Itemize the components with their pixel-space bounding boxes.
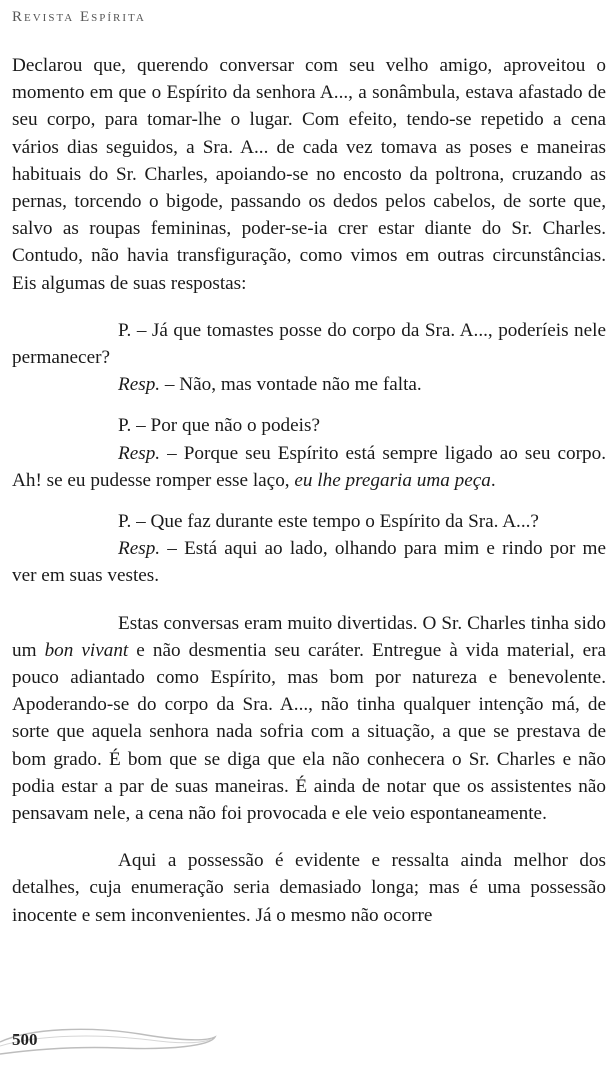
answer-2	[12, 440, 606, 494]
answer-text: – Não, mas vontade não me falta.	[160, 374, 422, 396]
paragraph-intro: Declarou que, querendo conversar com seu velho amigo, aproveitou o momento em que o Espírito da senhora A..., a sonâmbula, estava afastado de seu corpo, para tomar-lhe o lugar. Com efeito, tendo-se repetido a cena vários dias seguidos, a Sra. A... de cada vez tomava as poses e maneiras habituais do Sr. Charles, apoiando-se no encosto da poltrona, cruzando as pernas, torcendo o bigode, passando os dedos pelos cabelos, de sorte que, salvo as roupas femininas, poder-se-ia crer estar diante do Sr. Charles. Contudo, não havia transfiguração, como vimos em outras circunstâncias. Eis algumas de suas respostas:	[12, 55, 606, 294]
answer-label: Resp.	[118, 374, 161, 396]
answer-3	[12, 535, 606, 589]
answer-1	[12, 371, 606, 398]
page-number: 500	[12, 1030, 38, 1049]
paragraph-4: Estas conversas eram muito divertidas. O Sr. Charles tinha sido um bon vivant e não desmentia seu caráter. Entregue à vida material, era pouco adiantado como Espírito, mas bom por natureza e benevolente. Apoderando-se do corpo da Sra. A..., não tinha qualquer intenção má, de sorte que aquela senhora nada sofria com a situação, a que se prestava de bom grado. É bom que se diga que ela não conhecera o Sr. Charles e não podia estar a par de suas maneiras. É ainda de notar que os assistentes não pensavam nele, a cena não foi provocada e ele veio espontaneamente.	[12, 612, 606, 825]
running-header: Revista Espírita	[12, 9, 146, 25]
answer-text: – Porque seu Espírito está sempre ligado ao seu corpo. Ah! se eu pudesse romper esse laço,	[12, 442, 606, 491]
paragraph-5: Aqui a possessão é evidente e ressalta ainda melhor dos detalhes, cuja enumeração seria demasiado longa; mas é uma possessão inocente e sem inconvenientes. Já o mesmo não ocorre	[12, 850, 606, 926]
body-text	[12, 52, 606, 929]
question-1: P. – Já que tomastes posse do corpo da Sra. A..., poderíeis nele permanecer?	[12, 319, 606, 369]
answer-end: .	[490, 469, 496, 491]
question-2: P. – Por que não o podeis?	[118, 415, 320, 437]
answer-label: Resp.	[118, 538, 161, 560]
italic-phrase: eu lhe pregaria uma peça	[294, 469, 491, 491]
answer-label: Resp.	[118, 442, 161, 464]
answer-text: – Está aqui ao lado, olhando para mim e rindo por me ver em suas vestes.	[12, 538, 606, 587]
question-3: P. – Que faz durante este tempo o Espírito da Sra. A...?	[118, 511, 539, 533]
italic-phrase: bon vivant	[44, 639, 129, 661]
